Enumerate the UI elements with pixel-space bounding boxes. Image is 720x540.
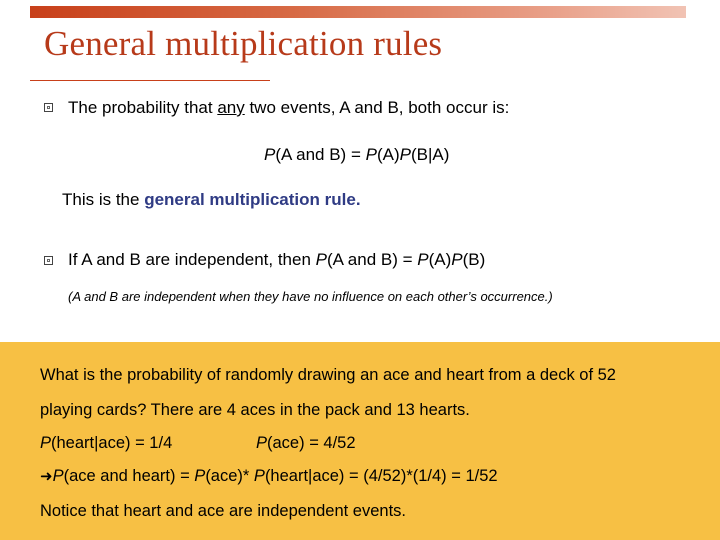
given-ace — [256, 434, 356, 453]
formula-s3: (B|A) — [410, 145, 450, 164]
formula-p1: P — [264, 145, 276, 164]
rule-pre: This is the — [62, 190, 145, 209]
result-s2: (ace)* — [205, 467, 254, 485]
formula-s2: (A) — [376, 145, 400, 164]
given-2-s: (ace) = 4/52 — [267, 434, 356, 452]
bullet-1-text — [68, 98, 509, 118]
bullet-2-s1: (A and B) = — [327, 250, 418, 269]
result-s1: (ace and heart) = — [63, 467, 195, 485]
bullet-1-underlined: any — [217, 98, 245, 117]
given-1-s: (heart|ace) = 1/4 — [51, 434, 173, 452]
bullet-2-text — [68, 250, 485, 270]
bullet-square-icon — [44, 103, 53, 112]
result-p1: P — [52, 467, 64, 485]
bullet-2-p3: P — [451, 250, 463, 269]
result-p3: P — [253, 467, 265, 485]
result-p2: P — [194, 467, 206, 485]
independence-note: (A and B are independent when they have no influence on each other’s occurrence.) — [68, 289, 553, 304]
bullet-1-pre: The probability that — [68, 98, 218, 117]
rule-statement — [62, 190, 361, 210]
rule-emphasis: general multiplication rule — [144, 190, 356, 209]
example-result — [40, 467, 498, 486]
bullet-2-pre: If A and B are independent, then — [68, 250, 316, 269]
result-s3: (heart|ace) = (4/52)*(1/4) = 1/52 — [264, 467, 498, 485]
bullet-1-post: two events, A and B, both occur is: — [244, 98, 510, 117]
title-accent-bar — [30, 6, 686, 18]
example-question-line-2: playing cards? There are 4 aces in the pack and 13 hearts. — [40, 401, 470, 419]
bullet-2-s3: (B) — [462, 250, 486, 269]
given-conditional — [40, 434, 172, 453]
slide-title: General multiplication rules — [44, 24, 443, 63]
formula-p3: P — [399, 145, 411, 164]
bullet-2-s2: (A) — [428, 250, 452, 269]
example-question-line-1: What is the probability of randomly drawing an ace and heart from a deck of 52 — [40, 366, 616, 384]
bullet-2-p2: P — [417, 250, 429, 269]
title-underline — [30, 80, 270, 81]
bullet-2-p1: P — [315, 250, 327, 269]
given-2-p: P — [256, 434, 268, 452]
general-rule-formula — [264, 145, 449, 165]
formula-p2: P — [365, 145, 377, 164]
rule-post: . — [355, 190, 361, 209]
example-conclusion: Notice that heart and ace are independent events. — [40, 502, 407, 520]
given-1-p: P — [40, 434, 52, 452]
bullet-square-icon — [44, 256, 53, 265]
formula-s1: (A and B) = — [275, 145, 366, 164]
example-box — [0, 342, 720, 540]
right-arrow-icon: ➜ — [40, 467, 53, 485]
